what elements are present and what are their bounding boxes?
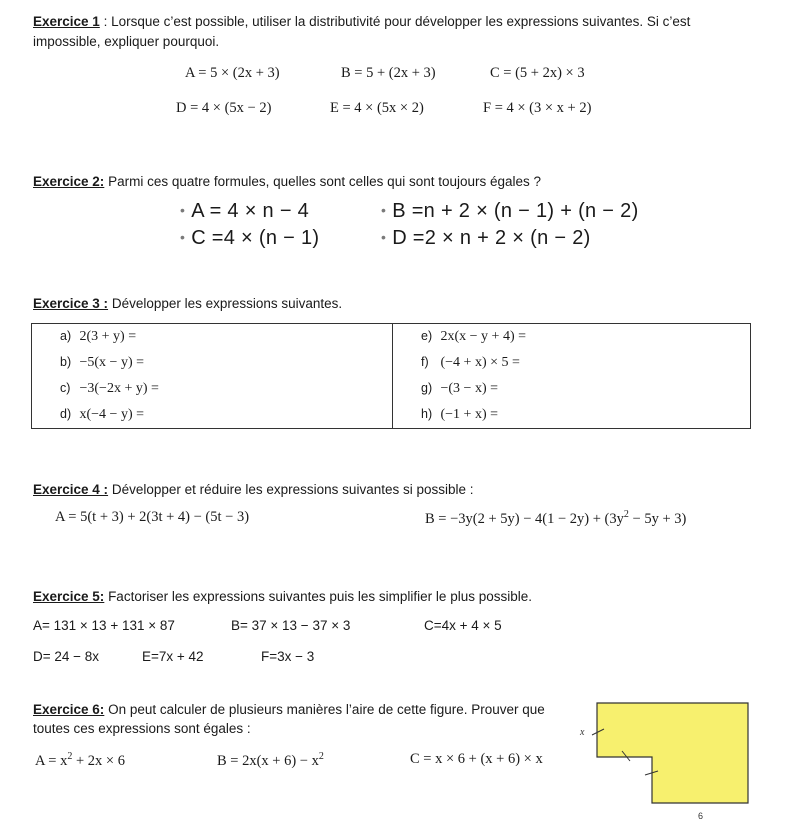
ex4-instruction [33, 481, 474, 499]
ex1-expr-F: F = 4 × (3 × x + 2) [483, 100, 592, 116]
ex6-text-2: toutes ces expressions sont égales : [33, 721, 251, 736]
bullet-icon: • [180, 229, 186, 245]
ex6-expr-A: $A = x^2 + 2x \times 6$ [35, 751, 125, 769]
table-cell: c) −3(−2x + y) = [32, 376, 393, 402]
ex6-instruction [33, 701, 545, 719]
ex1-text-2: impossible, expliquer pourquoi. [33, 34, 220, 49]
ex3-table [31, 323, 751, 429]
ex2-text: Parmi ces quatre formules, quelles sont celles qui sont toujours égales ? [104, 174, 542, 189]
figure-shape [597, 703, 748, 803]
ex1-expr-D: D = 4 × (5x − 2) [176, 100, 272, 116]
ex5-expr-B: B= 37 × 13 − 37 × 3 [231, 618, 351, 633]
ex5-expr-F: F=3x − 3 [261, 649, 315, 664]
table-cell: d) x(−4 − y) = [32, 402, 393, 429]
table-cell: g) −(3 − x) = [421, 381, 499, 396]
ex2-formula-B: • B =n + 2 × (n − 1) + (n − 2) [381, 200, 639, 222]
table-row [32, 324, 751, 351]
ex1-expr-A: A = 5 × (2x + 3) [185, 65, 280, 81]
ex5-instruction [33, 588, 532, 606]
ex2-formula-D: • D =2 × n + 2 × (n − 2) [381, 227, 591, 249]
ex2-formula-C: • C =4 × (n − 1) [180, 227, 320, 249]
bullet-icon: • [381, 229, 387, 245]
ex1-expr-B: B = 5 + (2x + 3) [341, 65, 436, 81]
figure-label-x: x [580, 727, 585, 738]
ex1-text-1: : Lorsque c’est possible, utiliser la distributivité pour développer les expressions suivantes. Si c’est [99, 14, 691, 29]
ex6-figure [570, 695, 770, 825]
table-row [32, 376, 751, 402]
ex4-text: Développer et réduire les expressions suivantes si possible : [108, 482, 474, 497]
ex6-text-1: On peut calculer de plusieurs manières l’aire de cette figure. Prouver que [104, 702, 545, 717]
ex1-instruction [33, 13, 690, 31]
ex2-formula-A: • A = 4 × n − 4 [180, 200, 310, 222]
ex1-title: Exercice 1 [33, 14, 100, 29]
table-cell: f) (−4 + x) × 5 = [421, 355, 520, 370]
ex6-expr-B: $B = 2x(x + 6) - x^2$ [217, 751, 324, 769]
bullet-icon: • [180, 202, 186, 218]
table-cell: b) −5(x − y) = [32, 350, 393, 376]
ex5-text: Factoriser les expressions suivantes puis les simplifier le plus possible. [104, 589, 532, 604]
ex3-instruction [33, 295, 342, 313]
ex1-expr-C: C = (5 + 2x) × 3 [490, 65, 585, 81]
table-cell: h) (−1 + x) = [421, 407, 499, 422]
ex1-expr-E: E = 4 × (5x × 2) [330, 100, 424, 116]
ex6-expr-C: C = x × 6 + (x + 6) × x [410, 751, 543, 767]
figure-label-6: 6 [698, 811, 704, 821]
ex5-expr-D: D= 24 − 8x [33, 649, 100, 664]
ex2-instruction [33, 173, 541, 191]
table-cell: e) 2x(x − y + 4) = [421, 329, 527, 344]
ex5-expr-E: E=7x + 42 [142, 649, 204, 664]
ex4-title: Exercice 4 : [33, 482, 109, 497]
bullet-icon: • [381, 202, 387, 218]
ex5-title: Exercice 5: [33, 589, 105, 604]
ex3-title: Exercice 3 : [33, 296, 109, 311]
ex5-expr-A: A= 131 × 13 + 131 × 87 [33, 618, 175, 633]
ex6-title: Exercice 6: [33, 702, 105, 717]
ex2-title: Exercice 2: [33, 174, 105, 189]
table-row [32, 350, 751, 376]
ex4-expr-B: $B = -3y(2 + 5y) - 4(1 - 2y) + (3y^2 - 5y + 3)$ [425, 509, 687, 527]
ex4-expr-A: A = 5(t + 3) + 2(3t + 4) − (5t − 3) [55, 509, 250, 525]
ex5-expr-C: C=4x + 4 × 5 [424, 618, 502, 633]
table-row [32, 402, 751, 429]
ex3-text: Développer les expressions suivantes. [108, 296, 343, 311]
table-cell: a) 2(3 + y) = [32, 324, 393, 351]
